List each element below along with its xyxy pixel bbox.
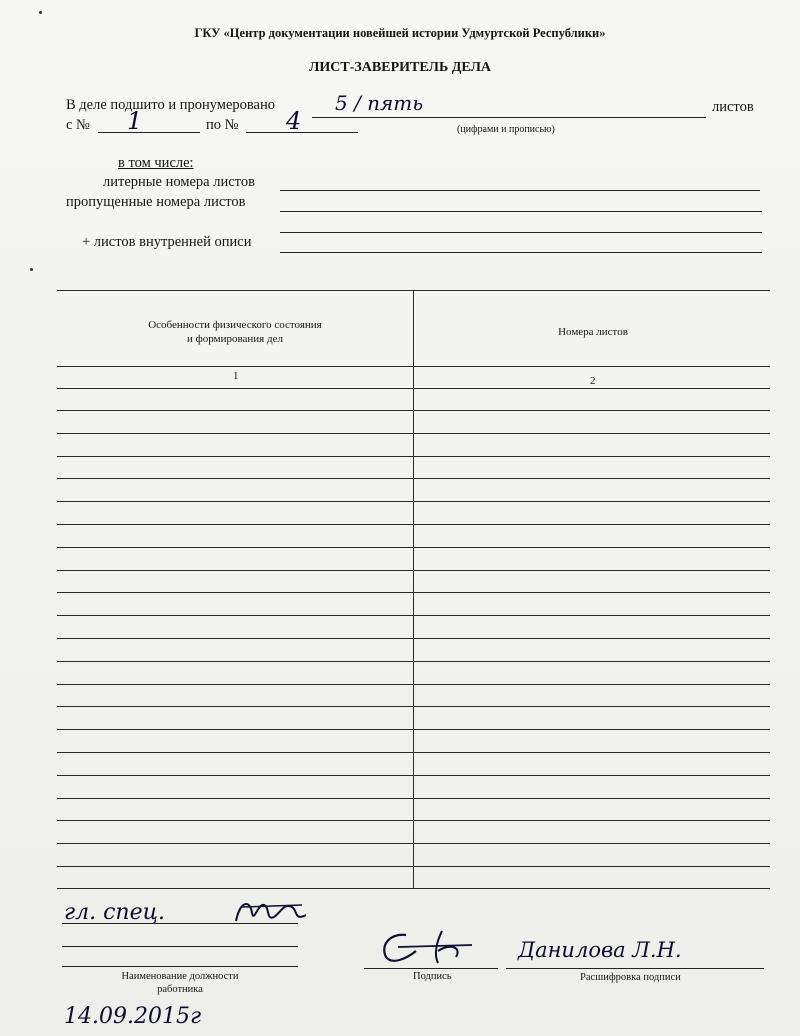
to-number-label: по № [206,117,239,133]
digits-words-hint: (цифрами и прописью) [457,124,555,135]
sewn-numbered-label: В деле подшито и пронумеровано [66,97,275,113]
from-number-label: с № [66,117,90,133]
table-row-line [57,388,770,389]
position-caption-line1: Наименование должности [121,971,239,982]
table-column-number-1: 1 [233,370,239,382]
date-handwritten: 14.09.2015г [64,1004,202,1029]
signature-mark [376,925,486,967]
sheet-count-handwritten: 5 / пять [335,91,424,115]
table-row-line [57,661,770,662]
table-row-line [57,524,770,525]
table-row-line [57,729,770,730]
name-decode-caption: Расшифровка подписи [580,972,681,983]
internal-inventory-label: + листов внутренней описи [82,234,252,250]
including-label: в том числе: [118,155,194,171]
table-row-line [57,501,770,502]
table-row-line [57,752,770,753]
table-row-line [57,684,770,685]
to-number-handwritten: 4 [286,107,302,135]
table-row-line [57,433,770,434]
table-column-number-2: 2 [590,375,596,387]
position-caption [95,970,265,996]
sheet-count-line [312,117,706,118]
missing-numbers-line-2 [280,232,762,233]
organization-name: ГКУ «Центр документации новейшей истории Удмуртской Республики» [194,26,606,40]
table-row-line [57,570,770,571]
letter-numbers-line [280,190,760,191]
from-number-line [98,132,200,133]
table-row-line [57,820,770,821]
scan-speck [39,11,42,14]
table-header-condition-line2: и формирования дел [187,333,283,345]
signature-caption: Подпись [413,971,452,982]
missing-numbers-label: пропущенные номера листов [66,194,246,210]
table-row-line [57,888,770,889]
sheets-suffix-label: листов [712,99,754,115]
name-decode-line [506,968,764,969]
table-row-line [57,843,770,844]
table-row-line [57,592,770,593]
table-row-line [57,798,770,799]
position-line-2 [62,946,298,947]
table-row-line [57,547,770,548]
table-row-line [57,366,770,367]
table-row-line [57,410,770,411]
table-row-line [57,478,770,479]
signature-line [364,968,498,969]
table-row-line [57,866,770,867]
position-line-3 [62,966,298,967]
from-number-handwritten: 1 [127,107,143,135]
name-handwritten: Данилова Л.Н. [518,938,682,962]
table-header-condition [70,318,400,346]
table-row-line [57,638,770,639]
table-header-condition-line1: Особенности физического состояния [148,319,322,331]
table-row-line [57,775,770,776]
letter-numbers-label: литерные номера листов [103,174,255,190]
document-title: ЛИСТ-ЗАВЕРИТЕЛЬ ДЕЛА [308,60,492,75]
position-handwritten: гл. спец. [64,900,165,925]
table-row-line [57,706,770,707]
position-caption-line2: работника [157,984,203,995]
scan-speck [30,268,33,271]
position-line-1 [62,923,298,924]
table-row-line [57,615,770,616]
to-number-line [246,132,358,133]
missing-numbers-line [280,211,762,212]
internal-inventory-line [280,252,762,253]
table-row-line [57,456,770,457]
table-header-sheet-numbers: Номера листов [558,326,628,338]
